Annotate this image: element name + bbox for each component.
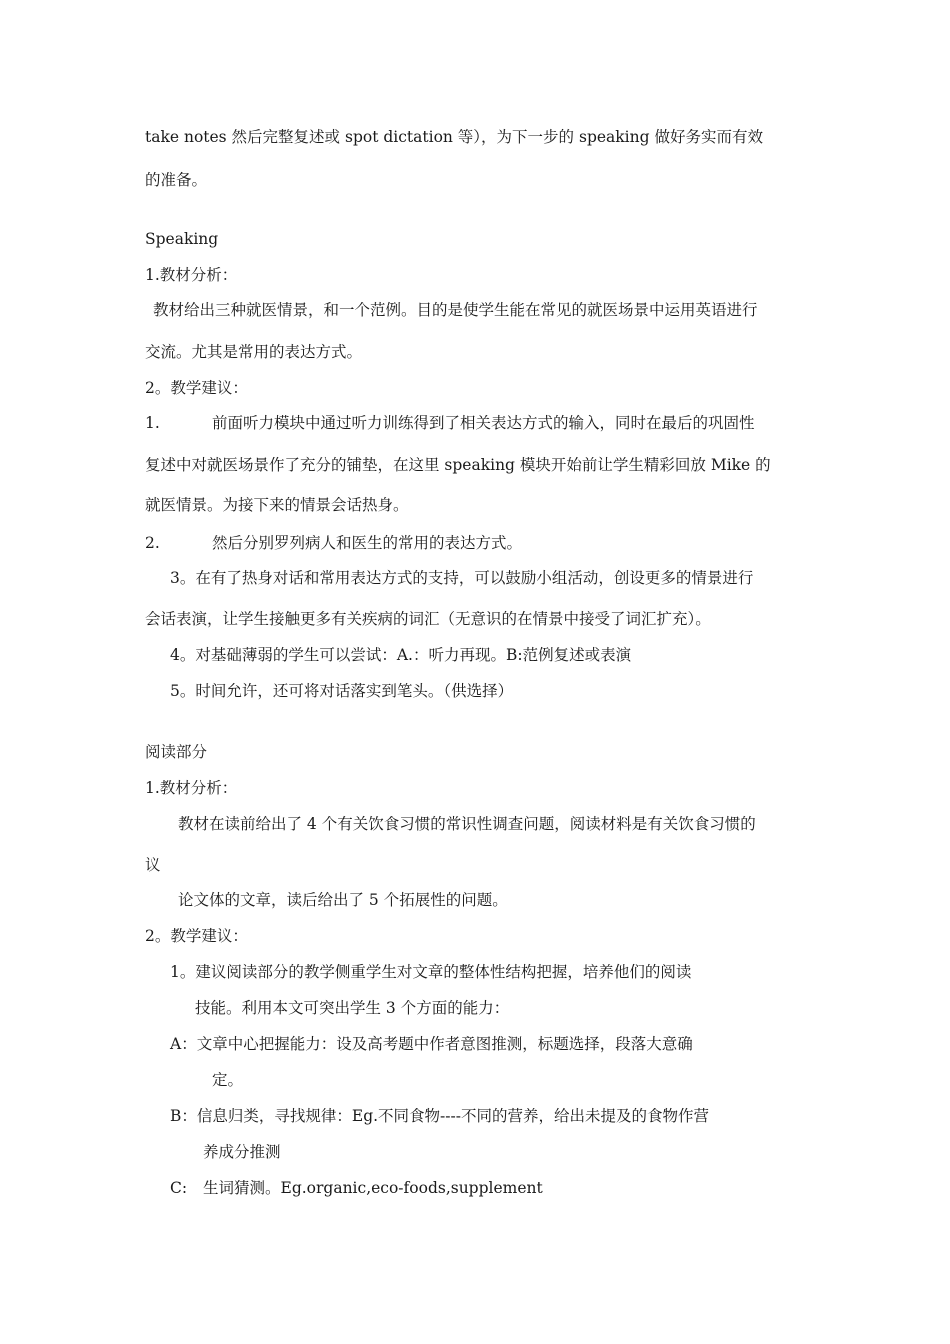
section-heading-reading: 阅读部分 <box>145 743 208 761</box>
text-line: 议 <box>145 856 161 874</box>
text-line: B：信息归类，寻找规律：Eg.不同食物----不同的营养，给出未提及的食物作营 <box>170 1107 710 1125</box>
text-line: A：文章中心把握能力：设及高考题中作者意图推测，标题选择，段落大意确 <box>170 1035 693 1053</box>
subheading: 1.教材分析： <box>145 266 238 284</box>
text-line: 养成分推测 <box>203 1143 281 1161</box>
text-line: 就医情景。为接下来的情景会话热身。 <box>145 496 409 514</box>
text-line: 定。 <box>212 1071 244 1089</box>
text-line: 教材在读前给出了 4 个有关饮食习惯的常识性调查问题，阅读材料是有关饮食习惯的 <box>178 815 756 833</box>
text-line: 前面听力模块中通过听力训练得到了相关表达方式的输入，同时在最后的巩固性 <box>212 414 755 432</box>
text-line: 生词猜测。Eg.organic,eco-foods,supplement <box>203 1179 543 1197</box>
text-line: 教材给出三种就医情景，和一个范例。目的是使学生能在常见的就医场景中运用英语进行 <box>153 301 758 319</box>
text-line: take notes 然后完整复述或 spot dictation 等），为下一步的 speaking 做好务实而有效 <box>145 128 763 146</box>
text-line: 的准备。 <box>145 171 208 189</box>
list-number: 2. <box>145 534 160 552</box>
section-heading-speaking: Speaking <box>145 230 219 248</box>
text-line: 1。建议阅读部分的教学侧重学生对文章的整体性结构把握，培养他们的阅读 <box>170 963 692 981</box>
text-line: 技能。利用本文可突出学生 3 个方面的能力： <box>195 999 510 1017</box>
list-number: 1. <box>145 414 160 432</box>
subheading: 2。教学建议： <box>145 927 248 945</box>
text-line: 4。对基础薄弱的学生可以尝试：A.：听力再现。B:范例复述或表演 <box>170 646 632 664</box>
subheading: 1.教材分析： <box>145 779 238 797</box>
list-marker: C: <box>170 1179 188 1197</box>
subheading: 2。教学建议： <box>145 379 248 397</box>
text-line: 3。在有了热身对话和常用表达方式的支持，可以鼓励小组活动，创设更多的情景进行 <box>170 569 754 587</box>
text-line: 然后分别罗列病人和医生的常用的表达方式。 <box>212 534 523 552</box>
text-line: 会话表演，让学生接触更多有关疾病的词汇（无意识的在情景中接受了词汇扩充）。 <box>145 610 711 628</box>
text-line: 复述中对就医场景作了充分的铺垫，在这里 speaking 模块开始前让学生精彩回放 Mike 的 <box>145 456 771 474</box>
text-line: 交流。尤其是常用的表达方式。 <box>145 343 363 361</box>
text-line: 5。时间允许，还可将对话落实到笔头。（供选择） <box>170 682 514 700</box>
text-line: 论文体的文章，读后给出了 5 个拓展性的问题。 <box>178 891 508 909</box>
